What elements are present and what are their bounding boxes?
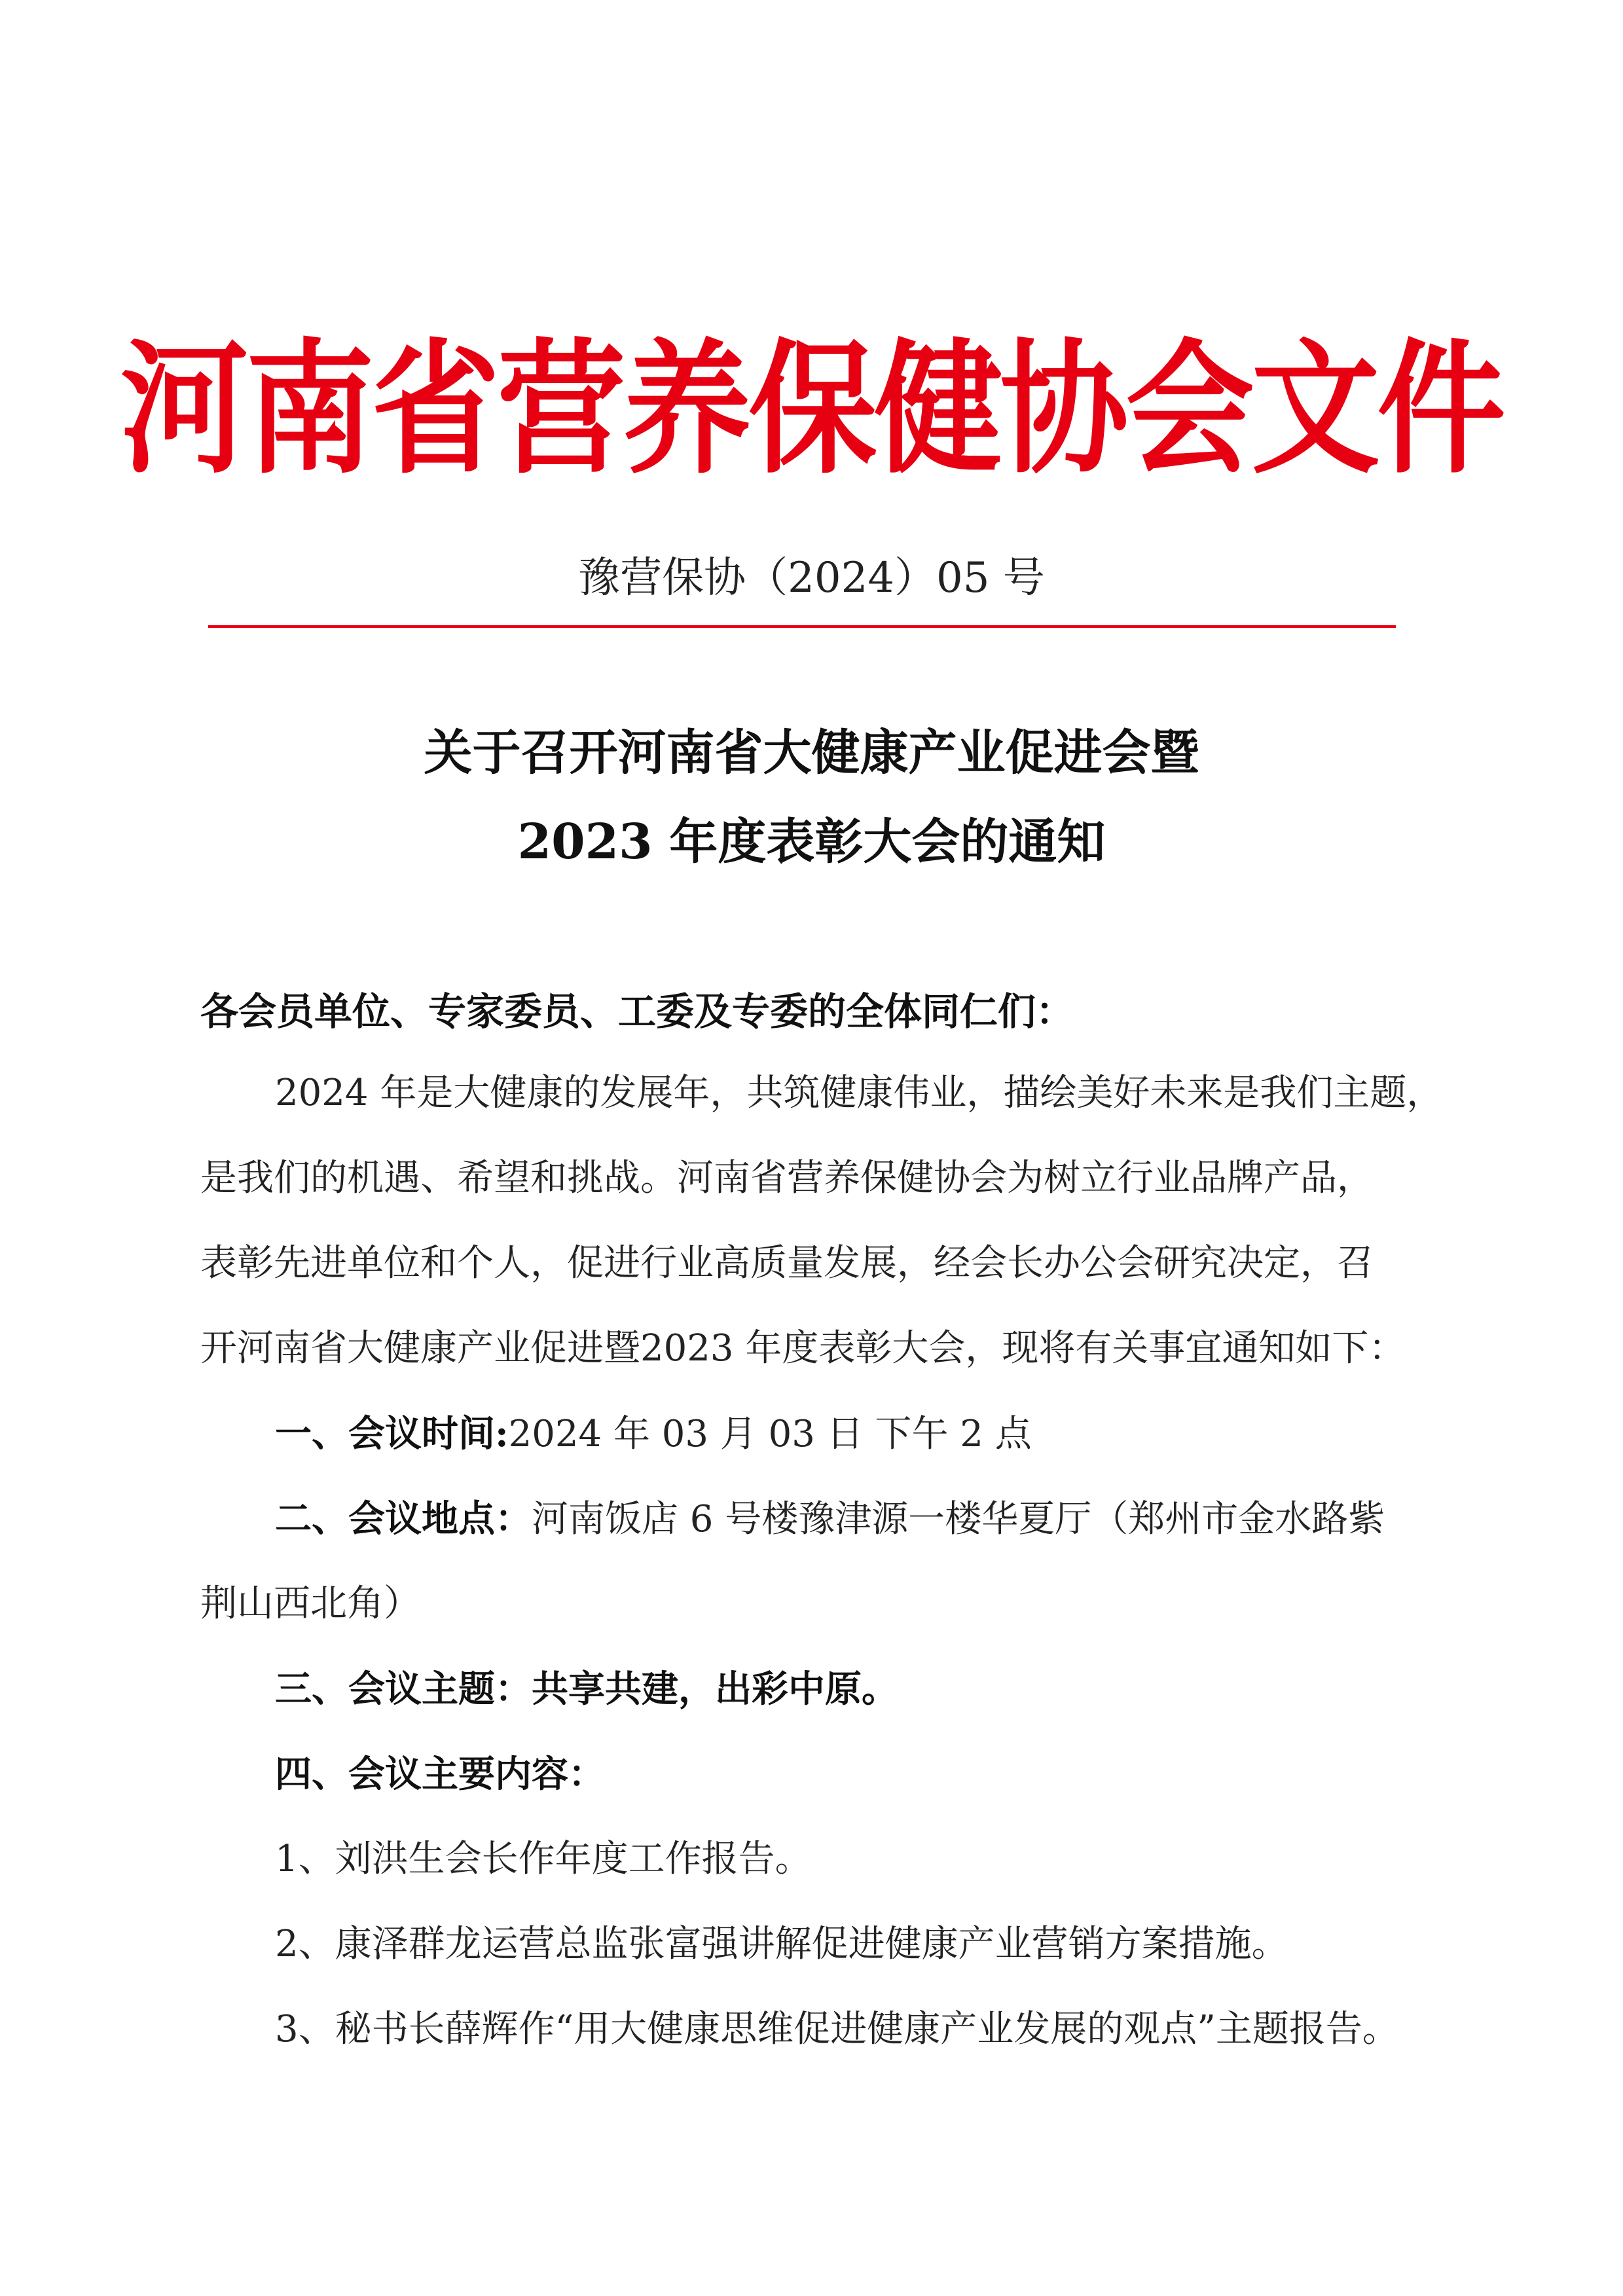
content-heading: 四、会议主要内容： — [275, 1753, 605, 1796]
meeting-theme-value: 共享共建，出彩中原。 — [532, 1667, 898, 1711]
content-item-3: 3、秘书长薛辉作“用大健康思维促进健康产业发展的观点”主题报告。 — [275, 2008, 1399, 2050]
content-item-2: 2、康泽群龙运营总监张富强讲解促进健康产业营销方案措施。 — [275, 1923, 1288, 1965]
meeting-place-label: 二、会议地点： — [275, 1497, 532, 1540]
meeting-theme — [275, 1663, 898, 1715]
notice-title-line-1: 关于召开河南省大健康产业促进会暨 — [424, 725, 1199, 781]
intro-line-2: 是我们的机遇、希望和挑战。河南省营养保健协会为树立行业品牌产品， — [200, 1157, 1374, 1199]
content-item-1: 1、刘洪生会长作年度工作报告。 — [275, 1838, 812, 1880]
meeting-place-value: 河南饭店 6 号楼豫津源一楼华夏厅（郑州市金水路紫 — [532, 1498, 1385, 1540]
salutation: 各会员单位、专家委员、工委及专委的全体同仁们： — [200, 989, 1074, 1034]
intro-line-1: 2024 年是大健康的发展年，共筑健康伟业，描绘美好未来是我们主题， — [275, 1072, 1444, 1114]
meeting-time-value: 2024 年 03 月 03 日 下午 2 点 — [508, 1413, 1032, 1455]
intro-line-3: 表彰先进单位和个人，促进行业高质量发展，经会长办公会研究决定，召 — [200, 1242, 1374, 1285]
red-divider-line — [208, 625, 1396, 628]
notice-title-line-2: 2023 年度表彰大会的通知 — [517, 814, 1106, 870]
meeting-time — [275, 1408, 1032, 1461]
document-number: 豫营保协（2024）05 号 — [578, 554, 1045, 602]
intro-line-4: 开河南省大健康产业促进暨2023 年度表彰大会，现将有关事宜通知如下： — [200, 1327, 1406, 1370]
meeting-time-label: 一、会议时间: — [275, 1412, 509, 1455]
meeting-theme-label: 三、会议主题： — [275, 1667, 532, 1711]
meeting-place-continued: 荆山西北角） — [200, 1582, 420, 1625]
document-masthead: 河南省营养保健协会文件 — [120, 325, 1503, 494]
meeting-place — [275, 1493, 1385, 1546]
